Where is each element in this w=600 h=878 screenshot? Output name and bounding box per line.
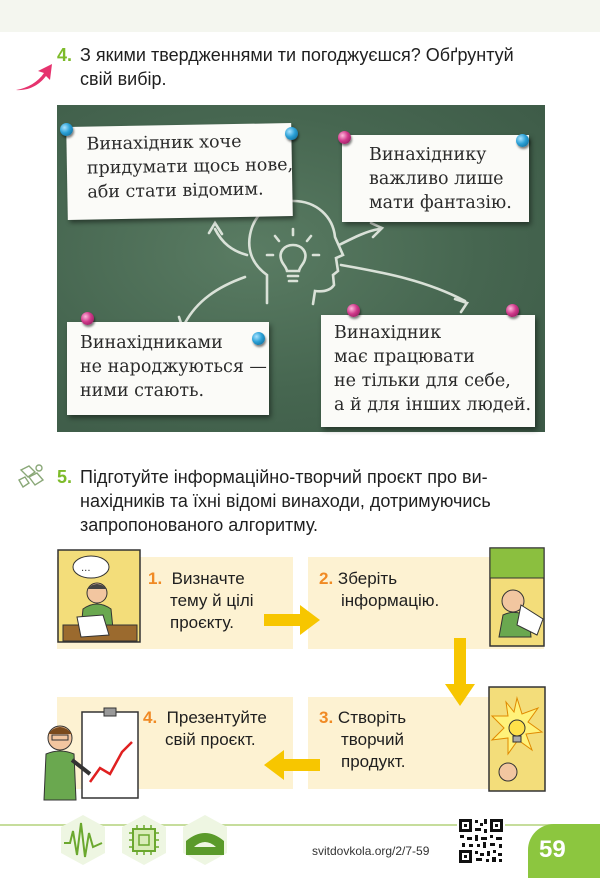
- note1-line1: Винахідник хоче: [86, 131, 242, 155]
- step2-line2: інформацію.: [341, 591, 440, 610]
- pin-icon: [285, 127, 298, 140]
- note4-line1: Винахідник: [334, 323, 442, 343]
- step1-line2: тему й цілі: [170, 591, 254, 610]
- pin-icon: [60, 123, 73, 136]
- step3-line2: творчий: [341, 730, 405, 749]
- step1-line3: проєкту.: [170, 613, 234, 632]
- task5-line3: запропонованого алгоритму.: [80, 515, 319, 535]
- note-only-fantasy: [342, 135, 529, 222]
- note1-line3: аби стати відомим.: [87, 179, 264, 203]
- task5-line2: нахідників та їхні відомі винаходи, дотримуючись: [80, 491, 491, 511]
- step2-text: [319, 568, 439, 612]
- footer-url-link[interactable]: svitdovkola.org/2/7-59: [312, 844, 430, 858]
- pin-icon: [347, 304, 360, 317]
- task5-line1: Підготуйте інформаційно-творчий проєкт про ви-: [80, 467, 488, 487]
- step4-line2: свій проєкт.: [165, 730, 256, 749]
- step4-line1: Презентуйте: [166, 708, 267, 727]
- arrow-left-icon: [262, 748, 322, 782]
- pin-icon: [506, 304, 519, 317]
- step1-text: [148, 568, 254, 634]
- chip-hex-icon: [119, 813, 169, 867]
- step3-number: 3.: [319, 708, 334, 727]
- note2-line1: Винахіднику: [369, 145, 487, 165]
- qr-code-icon[interactable]: [457, 817, 505, 865]
- step2-number: 2.: [319, 569, 334, 588]
- step3-line1: Створіть: [337, 708, 407, 727]
- note3-line1: Винахідниками: [80, 333, 223, 353]
- chalkboard-illustration: [57, 105, 545, 432]
- presenting-man-illustration: [38, 704, 142, 808]
- note-work-for-others: [321, 315, 535, 427]
- note4-line4: а й для інших людей.: [334, 395, 532, 415]
- pink-arrow-icon: [14, 62, 56, 94]
- note-inventors-are-made: [67, 322, 269, 415]
- step4-number: 4.: [143, 708, 158, 727]
- task5-text: [80, 465, 543, 537]
- note-inventor-wants-fame: [66, 123, 293, 220]
- research-hex-icon: [58, 813, 108, 867]
- step3-text: [319, 707, 406, 773]
- note1-line2: придумати щось нове,: [86, 155, 294, 179]
- step1-line1: Визначте: [171, 569, 245, 588]
- pin-icon: [516, 134, 529, 147]
- group-work-icon: [15, 462, 49, 490]
- reading-man-illustration: [487, 545, 547, 649]
- task4-line2: свій вибір.: [80, 69, 167, 89]
- thinking-man-illustration: [57, 549, 145, 649]
- task4-line1: З якими твердженнями ти погоджуєшся? Обґрунтуй: [80, 45, 514, 65]
- page-number: 59: [539, 836, 566, 863]
- note3-line3: ними стають.: [80, 381, 205, 401]
- step2-line1: Зберіть: [337, 569, 398, 588]
- top-band: [0, 0, 600, 32]
- task4-text: [80, 43, 550, 91]
- step1-number: 1.: [148, 569, 163, 588]
- note4-line3: не тільки для себе,: [334, 371, 511, 391]
- note2-line2: важливо лише: [369, 169, 504, 189]
- lightbulb-idea-illustration: [486, 684, 548, 794]
- task5-number: 5.: [57, 467, 73, 487]
- step4-text: [143, 707, 267, 751]
- note4-line2: має працювати: [334, 347, 475, 367]
- pin-icon: [338, 131, 351, 144]
- task4-number: 4.: [57, 45, 73, 65]
- step3-line3: продукт.: [341, 752, 406, 771]
- svg-text:...: ...: [81, 563, 91, 574]
- note2-line3: мати фантазію.: [369, 193, 512, 213]
- note3-line2: не народжуються —: [80, 357, 267, 377]
- arrow-right-icon: [262, 603, 322, 637]
- pin-icon: [81, 312, 94, 325]
- bridge-hex-icon: [180, 813, 230, 867]
- arrow-down-icon: [444, 636, 476, 708]
- pin-icon: [252, 332, 265, 345]
